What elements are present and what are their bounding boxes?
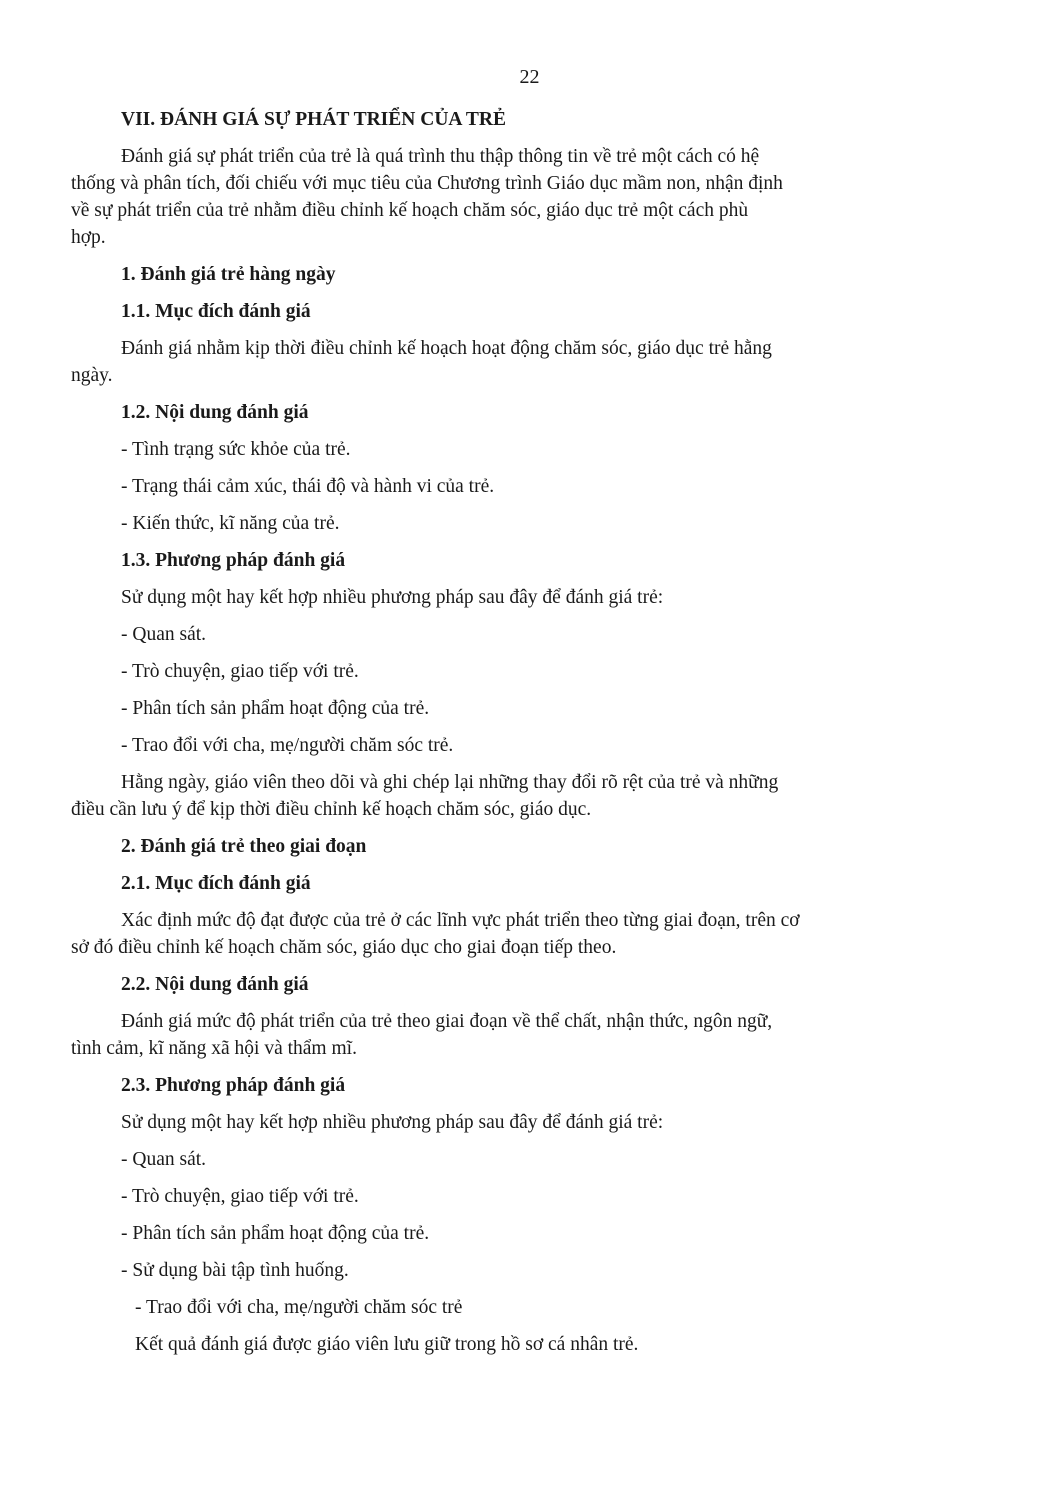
list-item: - Trao đổi với cha, mẹ/người chăm sóc trẻ <box>135 1297 463 1318</box>
intro-line: thống và phân tích, đối chiếu với mục tiêu của Chương trình Giáo dục mầm non, nhận định <box>71 173 783 194</box>
paragraph <box>71 907 915 961</box>
list-item: - Quan sát. <box>121 1149 207 1170</box>
intro-line: Đánh giá sự phát triển của trẻ là quá trình thu thập thông tin về trẻ một cách có hệ <box>121 146 760 167</box>
paragraph <box>71 1008 915 1062</box>
section-title: VII. ĐÁNH GIÁ SỰ PHÁT TRIỂN CỦA TRẺ <box>121 109 507 130</box>
list-item: - Tình trạng sức khỏe của trẻ. <box>121 439 351 460</box>
paragraph-line: tình cảm, kĩ năng xã hội và thẩm mĩ. <box>71 1038 357 1059</box>
intro-paragraph <box>71 143 915 251</box>
page-number: 22 <box>519 66 540 88</box>
list-item: - Trò chuyện, giao tiếp với trẻ. <box>121 661 359 682</box>
intro-line: hợp. <box>71 227 106 248</box>
heading-2-1: 2.1. Mục đích đánh giá <box>121 873 311 894</box>
list-item: - Kiến thức, kĩ năng của trẻ. <box>121 513 340 534</box>
paragraph-line: Đánh giá mức độ phát triển của trẻ theo giai đoạn về thể chất, nhận thức, ngôn ngữ, <box>121 1011 773 1032</box>
paragraph-line: điều cần lưu ý để kịp thời điều chỉnh kế hoạch chăm sóc, giáo dục. <box>71 799 592 820</box>
heading-1-2: 1.2. Nội dung đánh giá <box>121 402 309 423</box>
intro-line: về sự phát triển của trẻ nhằm điều chỉnh kế hoạch chăm sóc, giáo dục trẻ một cách phù <box>71 200 749 221</box>
list-item: - Trạng thái cảm xúc, thái độ và hành vi của trẻ. <box>121 476 495 497</box>
list-item: - Sử dụng bài tập tình huống. <box>121 1260 349 1281</box>
list-item: - Phân tích sản phẩm hoạt động của trẻ. <box>121 698 430 719</box>
paragraph-line: ngày. <box>71 365 113 386</box>
paragraph-line: Đánh giá nhằm kịp thời điều chỉnh kế hoạch hoạt động chăm sóc, giáo dục trẻ hằng <box>121 338 772 359</box>
list-item: - Trò chuyện, giao tiếp với trẻ. <box>121 1186 359 1207</box>
heading-2-2: 2.2. Nội dung đánh giá <box>121 974 309 995</box>
paragraph: Sử dụng một hay kết hợp nhiều phương pháp sau đây để đánh giá trẻ: <box>121 1112 664 1133</box>
heading-1: 1. Đánh giá trẻ hàng ngày <box>121 264 336 285</box>
heading-1-3: 1.3. Phương pháp đánh giá <box>121 550 346 571</box>
paragraph <box>71 769 915 823</box>
paragraph-line: Xác định mức độ đạt được của trẻ ở các lĩnh vực phát triển theo từng giai đoạn, trên cơ <box>121 910 800 931</box>
list-item: - Quan sát. <box>121 624 207 645</box>
heading-1-1: 1.1. Mục đích đánh giá <box>121 301 311 322</box>
list-item: - Trao đổi với cha, mẹ/người chăm sóc trẻ. <box>121 735 454 756</box>
closing-paragraph: Kết quả đánh giá được giáo viên lưu giữ trong hồ sơ cá nhân trẻ. <box>135 1334 639 1355</box>
paragraph-line: sở đó điều chỉnh kế hoạch chăm sóc, giáo dục cho giai đoạn tiếp theo. <box>71 937 617 958</box>
heading-2-3: 2.3. Phương pháp đánh giá <box>121 1075 346 1096</box>
page-content <box>71 106 915 1358</box>
paragraph-line: Hằng ngày, giáo viên theo dõi và ghi chép lại những thay đổi rõ rệt của trẻ và những <box>121 772 779 793</box>
paragraph: Sử dụng một hay kết hợp nhiều phương pháp sau đây để đánh giá trẻ: <box>121 587 664 608</box>
heading-2: 2. Đánh giá trẻ theo giai đoạn <box>121 836 367 857</box>
paragraph <box>71 335 915 389</box>
list-item: - Phân tích sản phẩm hoạt động của trẻ. <box>121 1223 430 1244</box>
